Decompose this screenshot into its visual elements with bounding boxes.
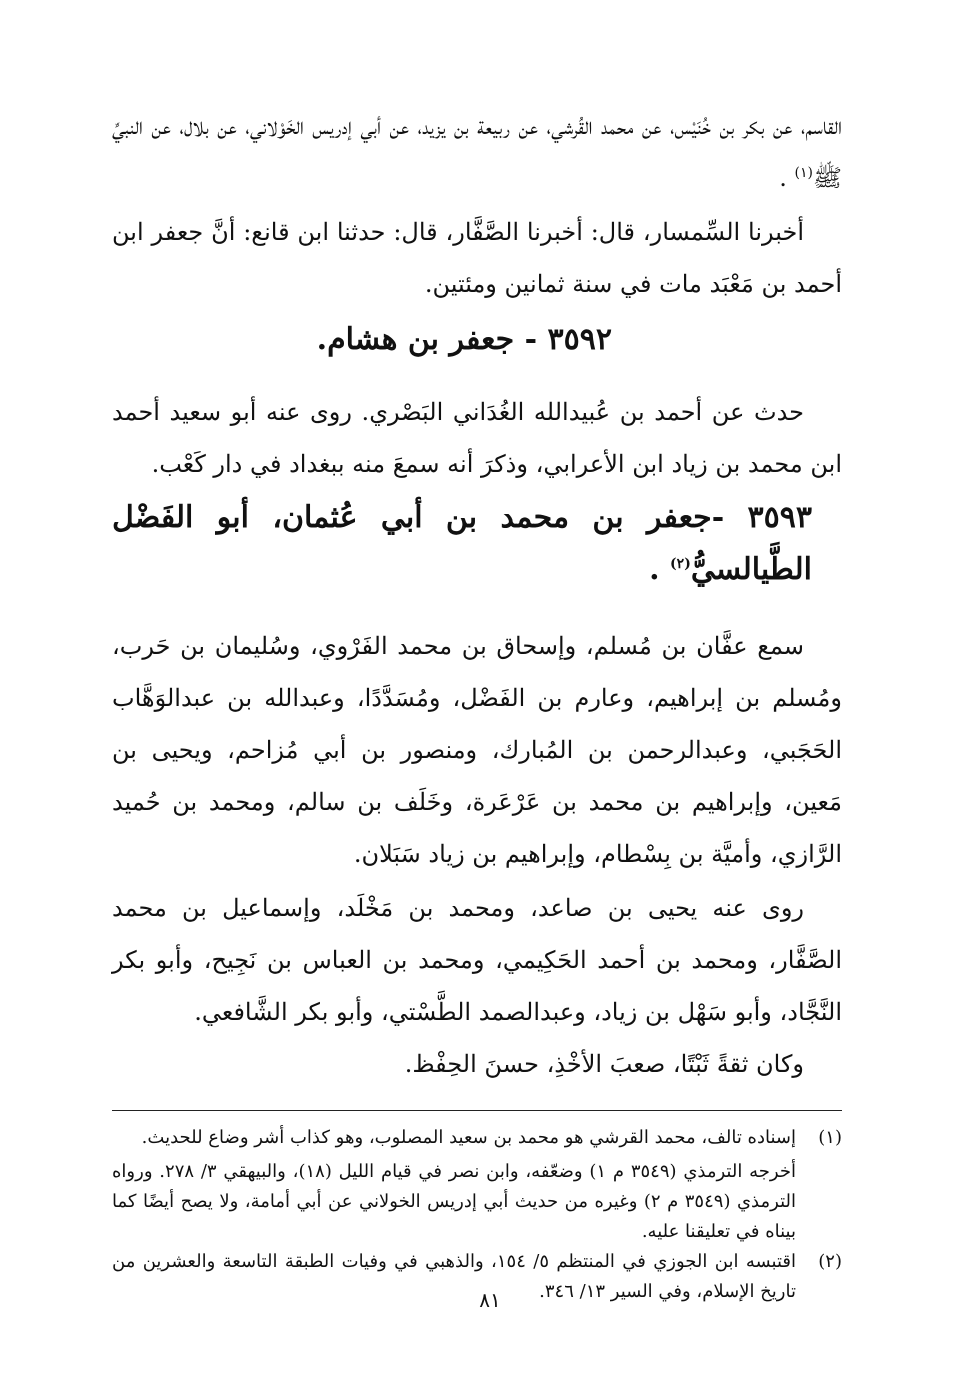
footnote-1-number: (١) [818, 1127, 842, 1148]
footnote-divider [112, 1110, 842, 1111]
paragraph-death-report: أخبرنا السِّمسار، قال: أخبرنا الصَّفَّار، قال: حدثنا ابن قانع: أنَّ جعفر ابن أحمد بن مَعْبَد مات في سنة ثمانين ومئتين. [112, 218, 842, 298]
footnote-ref-2: (٢) [670, 556, 691, 572]
paragraph-teachers: سمع عفَّان بن مُسلم، وإسحاق بن محمد الفَرْوي، وسُليمان بن حَرب، ومُسلم بن إبراهيم، وعارم بن الفَضْل، ومُسَدَّدًا، وعبدالله بن عبدالوَهَّاب الحَجَبي، وعبدالرحمن بن المُبارك، ومنصور بن أبي مُزاحم، ويحيى بن مَعين، وإبراهيم بن محمد بن عَرْعَرة، وخَلَف بن سالم، ومحمد بن حُميد الرَّازي، وأميَّة بن بِسْطام، وإبراهيم بن زياد سَبَلان. [112, 632, 842, 868]
paragraph-isnad [112, 100, 842, 204]
footnote-2-text: اقتبسه ابن الجوزي في المنتظم ٥/ ١٥٤، والذهبي في وفيات الطبقة التاسعة والعشرين من تاريخ الإسلام، وفي السير ١٣/ ٣٤٦. [112, 1251, 796, 1302]
main-text [112, 100, 842, 1090]
entry-heading-3592: ٣٥٩٢ - جعفر بن هشام. [316, 322, 612, 357]
footnote-1-body [112, 1123, 796, 1247]
page-number: ٨١ [479, 1288, 501, 1312]
paragraph-assessment: وكان ثقةً ثَبْتًا، صعبَ الأخْذِ، حسنَ الحِفْظ. [404, 1050, 804, 1078]
paragraph-entry-3592: حدث عن أحمد بن عُبيدالله الغُدَاني البَصْري. روى عنه أبو سعيد أحمد ابن محمد بن زياد ابن الأعرابي، وذكرَ أنه سمعَ منه ببغداد في دار كَعْب. [112, 398, 842, 478]
footnotes [112, 1123, 842, 1307]
page-content [112, 100, 842, 1307]
footnote-ref-1: (١) [794, 165, 813, 181]
paragraph-students: روى عنه يحيى بن صاعد، ومحمد بن مَخْلَد، وإسماعيل بن محمد الصَّفَّار، ومحمد بن أحمد الحَكِيمي، ومحمد بن العباس بن نَجِيح، وأبو بكر النَّجَّاد، وأبو سَهْل بن زياد، وعبدالصمد الطَّسْتي، وأبو بكر الشَّافعي. [112, 894, 842, 1026]
footnote-1-text-2: أخرجه الترمذي (٣٥٤٩ م ١) وضعّفه، وابن نصر في قيام الليل (١٨)، والبيهقي ٣/ ٢٧٨. ورواه الترمذي (٣٥٤٩ م ٢) وغيره من حديث أبي إدريس الخولاني عن أبي أمامة، ولا يصح أيضًا كما بيناه في تعليقنا عليه. [112, 1161, 796, 1242]
paragraph-isnad-end: . [779, 164, 795, 192]
entry-heading-3593 [112, 492, 842, 596]
footnote-2-number: (٢) [818, 1251, 842, 1272]
footnote-1-text: إسناده تالف، محمد القرشي هو محمد بن سعيد المصلوب، وهو كذاب أشر وضاع للحديث. [141, 1127, 796, 1148]
paragraph-isnad-text: القاسم، عن بكر بن خُنَيْس، عن محمد القُرشي، عن ربيعة بن يزيد، عن أبي إدريس الخَوْلاني، عن بلال، عن النبيِّ ﷺ [112, 112, 842, 192]
entry-heading-3593-end: . [649, 552, 671, 587]
footnote-1 [112, 1123, 842, 1247]
entry-heading-3593-text: ٣٥٩٣ -جعفر بن محمد بن أبي عُثمان، أبو الفَضْل الطَّيالسيُّ [112, 500, 812, 587]
